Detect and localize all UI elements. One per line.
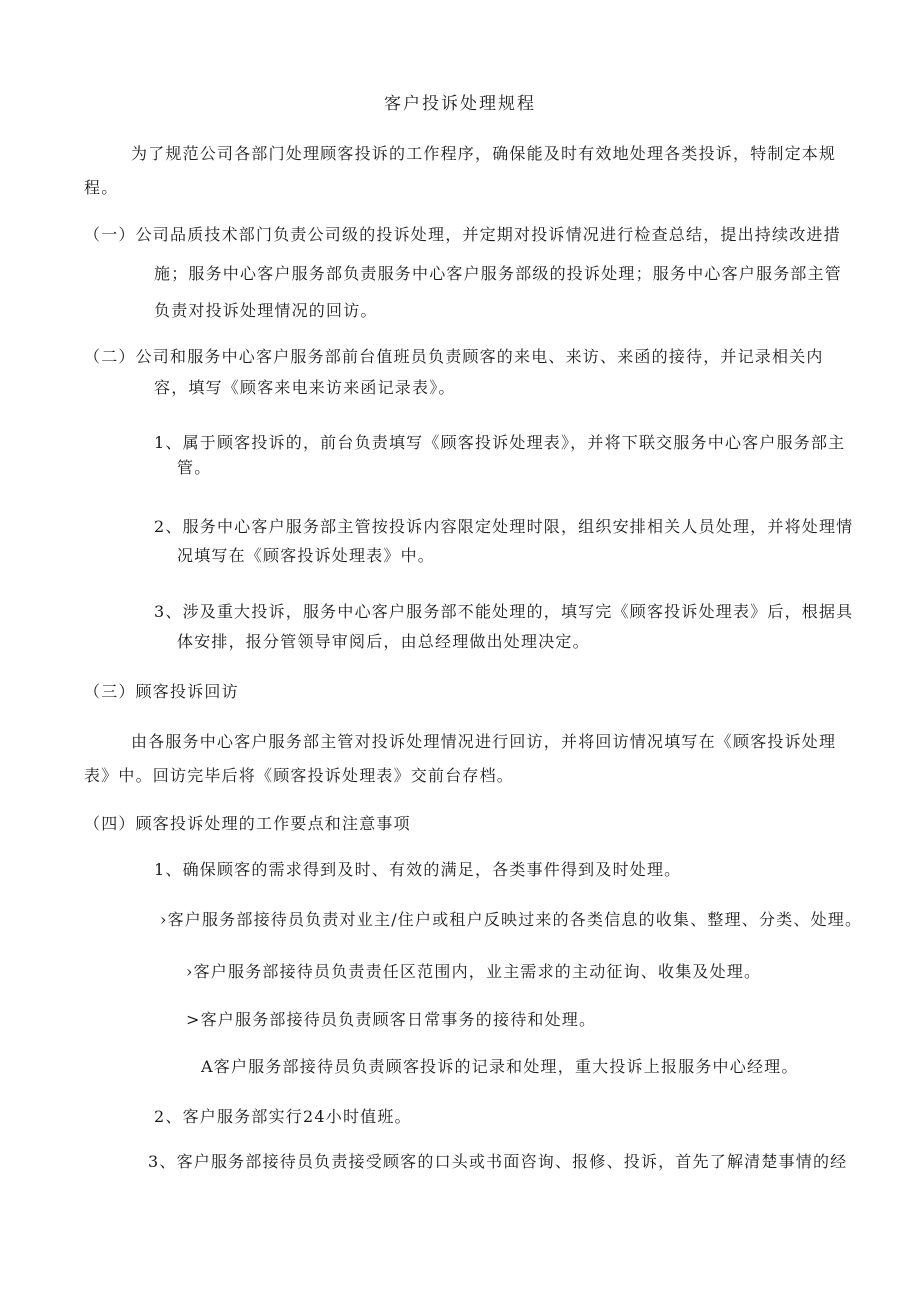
section4-item-3: 3、客户服务部接待员负责接受顾客的口头或书面咨询、报修、投诉，首先了解清楚事情的经	[148, 1152, 848, 1171]
section4-item-1: 1、确保顾客的需求得到及时、有效的满足，各类事件得到及时处理。	[154, 860, 682, 879]
section4-bullet-3: >客户服务部接待员负责顾客日常事务的接待和处理。	[186, 1010, 597, 1029]
section2-item1-line-1: 1、属于顾客投诉的，前台负责填写《顾客投诉处理表》，并将下联交服务中心客户服务部主	[154, 433, 846, 452]
section2-item3-line-2: 体安排，报分管领导审阅后，由总经理做出处理决定。	[177, 632, 590, 651]
section1-line-1: （一）公司品质技术部门负责公司级的投诉处理，并定期对投诉情况进行检查总结，提出持续改进措	[84, 225, 841, 244]
section2-item2-line-2: 况填写在《顾客投诉处理表》中。	[177, 546, 436, 565]
section2-item2-line-1: 2、服务中心客户服务部主管按投诉内容限定处理时限，组织安排相关人员处理，并将处理情	[154, 517, 854, 536]
section4-heading: （四）顾客投诉处理的工作要点和注意事项	[84, 814, 411, 833]
document-title: 客户投诉处理规程	[384, 94, 536, 114]
section3-line-2: 表》中。回访完毕后将《顾客投诉处理表》交前台存档。	[84, 766, 515, 785]
section4-bullet-2: ›客户服务部接待员负责责任区范围内，业主需求的主动征询、收集及处理。	[186, 962, 762, 981]
section4-item-2: 2、客户服务部实行24小时值班。	[154, 1107, 412, 1126]
section2-line-2: 容，填写《顾客来电来访来函记录表》。	[154, 378, 456, 397]
section1-line-2: 施；服务中心客户服务部负责服务中心客户服务部级的投诉处理；服务中心客户服务部主管	[154, 264, 843, 283]
section1-line-3: 负责对投诉处理情况的回访。	[154, 301, 378, 320]
section3-line-1: 由各服务中心客户服务部主管对投诉处理情况进行回访，并将回访情况填写在《顾客投诉处理	[131, 732, 837, 751]
intro-line-1: 为了规范公司各部门处理顾客投诉的工作程序，确保能及时有效地处理各类投诉，特制定本规	[131, 144, 837, 163]
section2-line-1: （二）公司和服务中心客户服务部前台值班员负责顾客的来电、来访、来函的接待，并记录相关内	[84, 347, 824, 366]
section4-bullet-4: A客户服务部接待员负责顾客投诉的记录和处理，重大投诉上报服务中心经理。	[201, 1057, 799, 1076]
section4-bullet-1: ›客户服务部接待员负责对业主/住户或租户反映过来的各类信息的收集、整理、分类、处理。	[160, 910, 863, 929]
section2-item1-line-2: 管。	[177, 458, 212, 477]
section3-heading: （三）顾客投诉回访	[84, 682, 239, 701]
section2-item3-line-1: 3、涉及重大投诉，服务中心客户服务部不能处理的，填写完《顾客投诉处理表》后，根据具	[154, 602, 854, 621]
intro-line-2: 程。	[84, 178, 119, 197]
